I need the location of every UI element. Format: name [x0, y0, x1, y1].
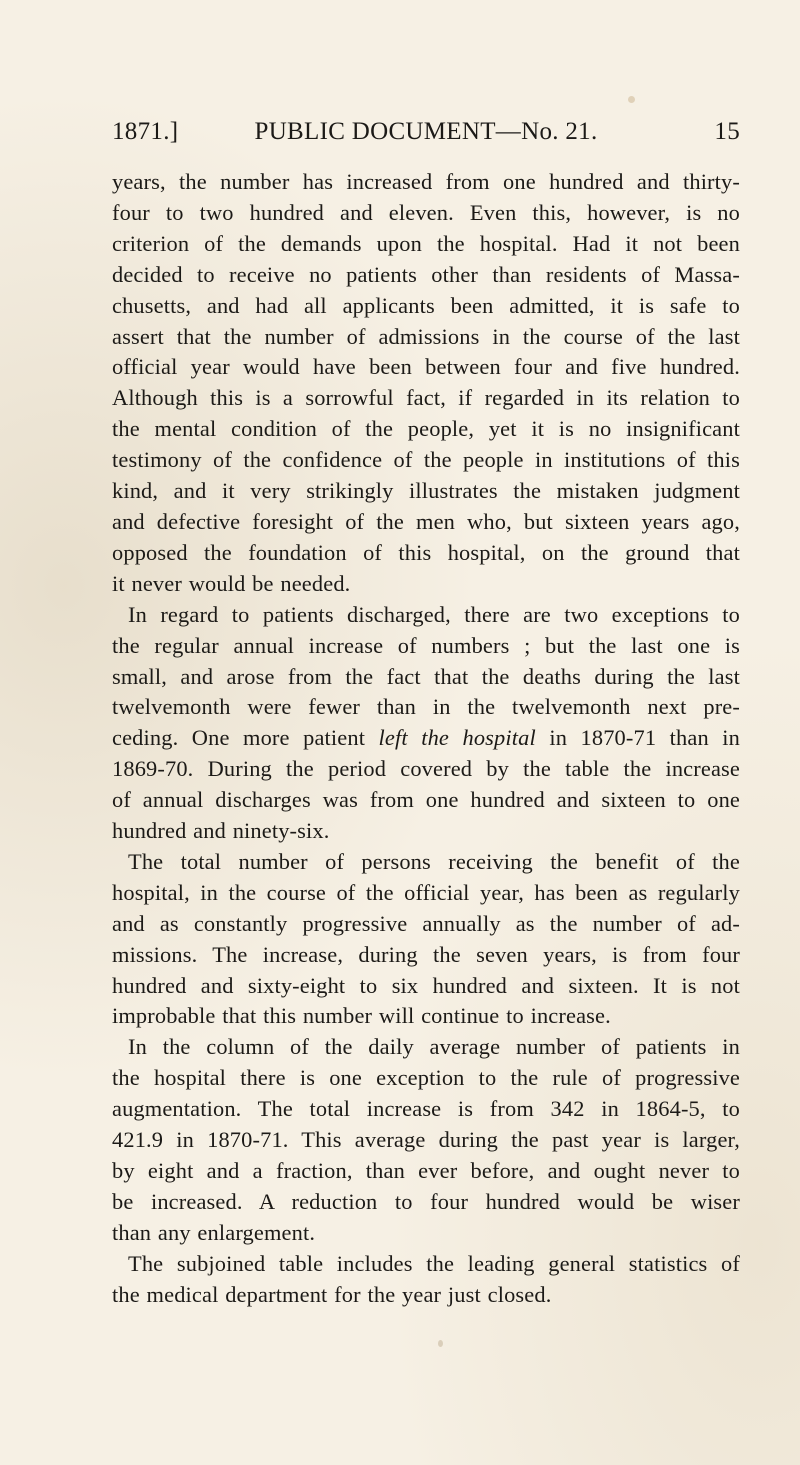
paragraph-5 [112, 1249, 740, 1311]
text-line: be increased. A reduction to four hundred would be wiser [112, 1188, 740, 1214]
text-line: In regard to patients discharged, there are two exceptions to [128, 601, 740, 627]
text-line: The subjoined table includes the leading general statistics of [128, 1250, 740, 1276]
italic-phrase: left the hospital [378, 725, 536, 751]
text-line: of annual discharges was from one hundred and sixteen to one [112, 787, 740, 813]
paragraph-3 [112, 847, 740, 1032]
text-line: chusetts, and had all applicants been admitted, it is safe to [112, 292, 740, 318]
text-line: the mental condition of the people, yet it is no insignificant [112, 416, 740, 442]
text-run: in 1870-71 than in [535, 725, 740, 751]
text-line: missions. The increase, during the seven years, is from four [112, 941, 740, 967]
text-line: augmentation. The total increase is from 342 in 1864-5, to [112, 1096, 740, 1122]
text-line: twelvemonth were fewer than in the twelvemonth next pre- [112, 694, 740, 720]
text-line: four to two hundred and eleven. Even this, however, is no [112, 199, 740, 225]
text-line: by eight and a fraction, than ever before, and ought never to [112, 1158, 740, 1183]
body-text [112, 167, 740, 1311]
paragraph-2 [112, 600, 740, 847]
text-line: opposed the foundation of this hospital, on the ground that [112, 539, 740, 565]
text-line: the medical department for the year just closed. [112, 1281, 552, 1307]
text-line: improbable that this number will continue to increase. [112, 1003, 611, 1029]
text-line: the regular annual increase of numbers ; but the last one is [112, 632, 740, 658]
text-line: than any enlargement. [112, 1219, 316, 1245]
text-line: assert that the number of admissions in the course of the last [112, 323, 740, 349]
text-line: testimony of the confidence of the people in institutions of this [112, 447, 740, 473]
text-line: it never would be needed. [112, 570, 351, 596]
paper-spot [438, 1340, 443, 1347]
text-line: 421.9 in 1870-71. This average during the past year is larger, [112, 1127, 740, 1153]
text-line: Although this is a sorrowful fact, if regarded in its relation to [112, 385, 740, 411]
text-line: The total number of persons receiving the benefit of the [128, 848, 740, 874]
header-title: PUBLIC DOCUMENT—No. 21. [254, 118, 598, 145]
text-line: kind, and it very strikingly illustrates the mistaken judgment [112, 478, 740, 504]
text-line: small, and arose from the fact that the deaths during the last [112, 663, 740, 689]
text-line: hundred and sixty-eight to six hundred and sixteen. It is not [112, 972, 740, 998]
text-line: In the column of the daily average number of patients in [128, 1034, 740, 1060]
text-line: criterion of the demands upon the hospital. Had it not been [112, 230, 740, 256]
text-line-mixed [112, 723, 740, 754]
text-line: official year would have been between four and five hundred. [112, 354, 740, 380]
text-line: the hospital there is one exception to the rule of progressive [112, 1065, 740, 1091]
text-line: 1869-70. During the period covered by the table the increase [112, 756, 740, 782]
running-head [112, 118, 740, 152]
text-line: and defective foresight of the men who, but sixteen years ago, [112, 508, 740, 534]
page-number: 15 [714, 118, 740, 145]
text-line: hospital, in the course of the official year, has been as regularly [112, 879, 740, 905]
text-run: ceding. One more patient [112, 725, 379, 751]
text-line: hundred and ninety-six. [112, 818, 330, 844]
text-line: decided to receive no patients other than residents of Massa- [112, 261, 740, 287]
text-line: and as constantly progressive annually as the number of ad- [112, 910, 740, 936]
header-year: 1871.] [112, 118, 179, 145]
paragraph-4 [112, 1032, 740, 1248]
paragraph-1 [112, 167, 740, 600]
text-line: years, the number has increased from one hundred and thirty- [112, 169, 740, 194]
paper-spot [628, 96, 635, 103]
